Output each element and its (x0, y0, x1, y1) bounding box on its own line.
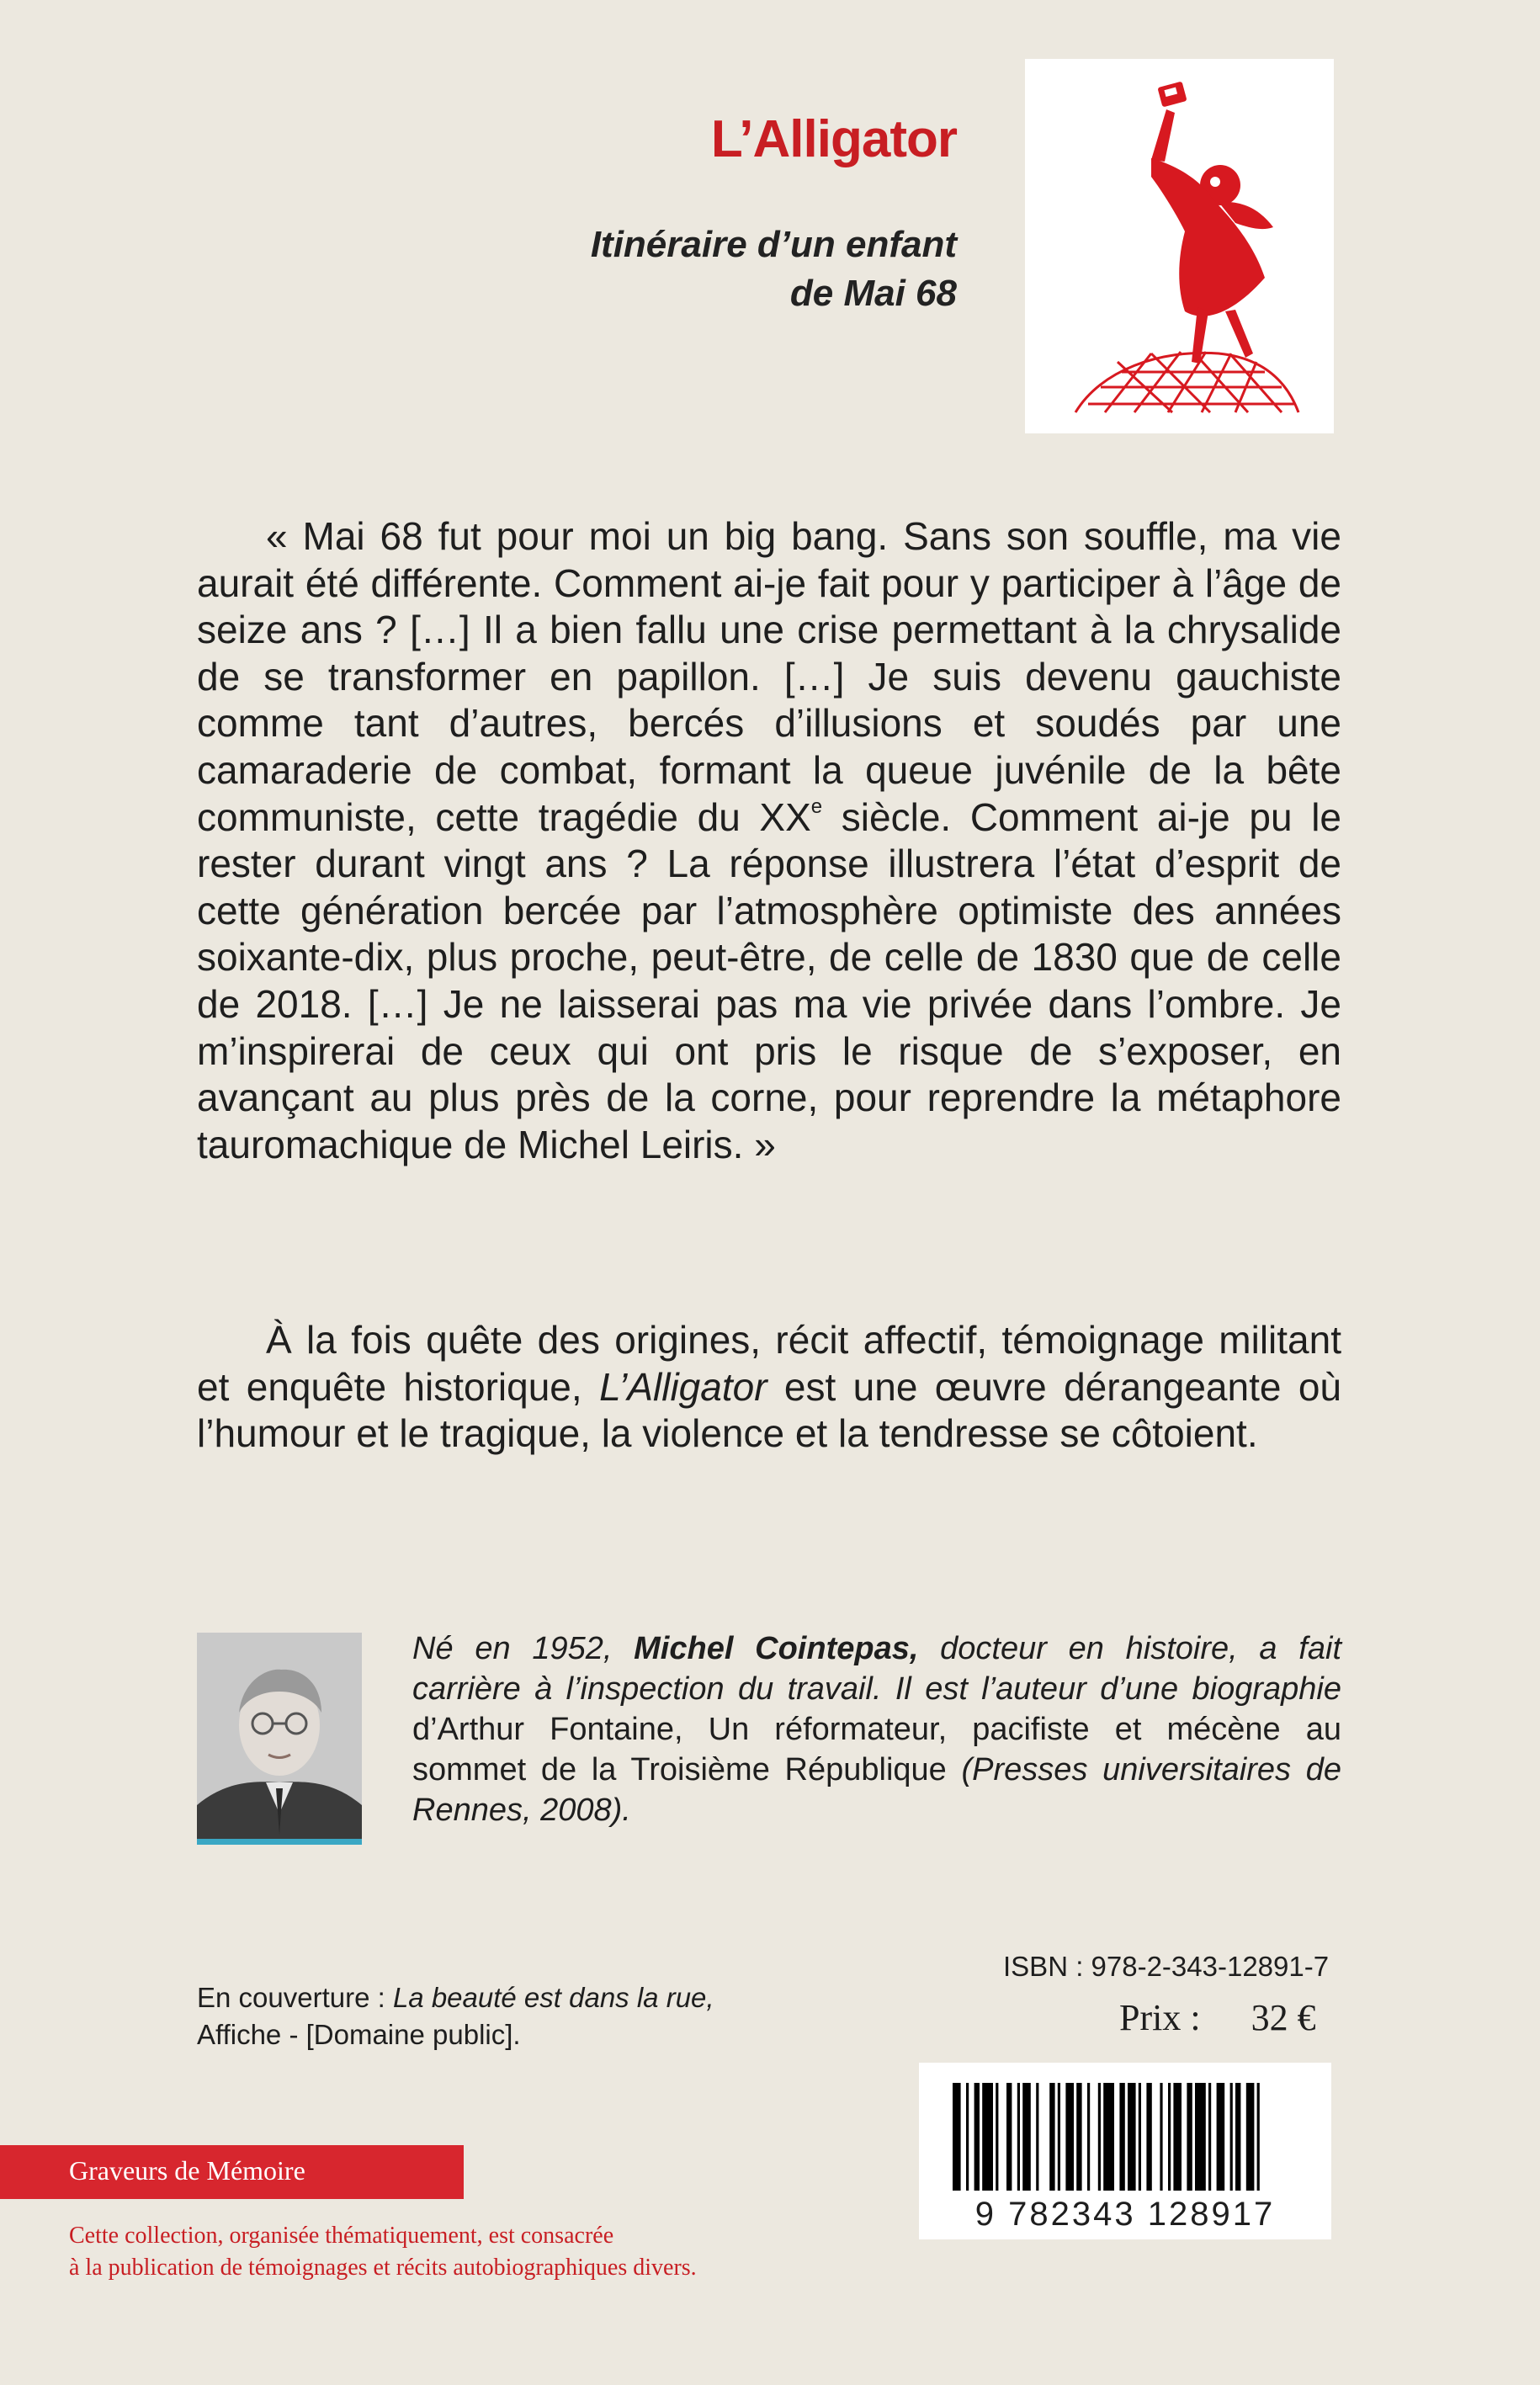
bio-book-title: d’Arthur Fontaine, Un réformateur, pacifiste et mécène au sommet de la Troisième République (412, 1712, 1341, 1787)
book-title: L’Alligator (710, 110, 957, 168)
barcode (919, 2063, 1331, 2239)
barcode-bar (1128, 2083, 1136, 2191)
barcode-bar (1208, 2083, 1211, 2191)
summary-paragraph (197, 1317, 1341, 1458)
price-amount: 32 € (1251, 1997, 1316, 2038)
bio-text-part-1: Né en 1952, (412, 1631, 635, 1666)
book-subtitle (591, 220, 957, 318)
barcode-bar (1235, 2083, 1240, 2191)
barcode-digits: 9 782343 128917 (974, 2196, 1276, 2233)
barcode-bar (1022, 2083, 1031, 2191)
barcode-bar (1139, 2083, 1141, 2191)
barcode-bar (1049, 2083, 1054, 2191)
cover-credit-line-2: Affiche - [Domaine public]. (197, 2019, 521, 2050)
barcode-bar (1058, 2083, 1060, 2191)
barcode-bar (1146, 2083, 1151, 2191)
back-cover-quote (197, 513, 1341, 1168)
bio-text-part-2: docteur en histoire, a fait carrière à l’inspection du travail. Il est l’auteur d’une biographie (412, 1631, 1342, 1707)
collection-description-line-1: Cette collection, organisée thématiquement, est consacrée (69, 2223, 614, 2249)
isbn-number: ISBN : 978-2-343-12891-7 (1003, 1951, 1330, 1982)
cover-credit-work: La beauté est dans la rue, (392, 1982, 714, 2013)
summary-text-part-1: À la fois quête des origines, récit affectif, témoignage militant et enquête historique, (197, 1318, 1341, 1409)
subtitle-line-2: de Mai 68 (789, 273, 957, 314)
barcode-bar (966, 2083, 969, 2191)
barcode-bar (1217, 2083, 1225, 2191)
barcode-bar (1187, 2083, 1192, 2191)
photo-accent-stripe (197, 1839, 362, 1845)
cover-credit-prefix: En couverture : (197, 1982, 393, 2013)
barcode-bar (1160, 2083, 1162, 2191)
bio-publisher: (Presses universitaires de Rennes, 2008). (412, 1752, 1341, 1828)
collection-description (69, 2220, 697, 2284)
price-label: Prix : (1119, 1997, 1201, 2038)
quote-text-part-2: siècle. Comment ai-je pu le rester durant vingt ans ? La réponse illustrera l’état d’esprit de cette génération bercée par l’atmosphère optimiste des années soixante-dix, plus proche, peut-être, de celle de 1830 que de celle de 2018. […] Je ne laisserai pas ma vie privée dans l’ombre. Je m’inspirerai de ceux qui ont pris le risque de s’exposer, en avançant au plus près de la corne, pour reprendre la métaphore tauromachique de Michel Leiris. » (197, 794, 1342, 1166)
barcode-bar (1257, 2083, 1260, 2191)
stone-thrower-poster-illustration (1025, 59, 1334, 433)
author-portrait-icon (197, 1633, 362, 1839)
collection-description-line-2: à la publication de témoignages et récits autobiographiques divers. (69, 2255, 697, 2281)
barcode-bar (982, 2083, 993, 2191)
barcode-bar (1103, 2083, 1114, 2191)
barcode-bar (1006, 2083, 1012, 2191)
summary-title-italic: L’Alligator (599, 1364, 767, 1409)
author-bio (412, 1628, 1341, 1830)
summary-text-part-2: est une œuvre dérangeante où l’humour et le tragique, la violence et la tendresse se côtoient. (197, 1364, 1341, 1456)
collection-band (0, 2145, 464, 2199)
price-tag (1119, 1996, 1316, 2039)
cover-credit-line-1 (197, 1979, 714, 2016)
barcode-bar (1076, 2083, 1081, 2191)
collection-name: Graveurs de Mémoire (69, 2155, 305, 2186)
quote-paragraph (197, 513, 1341, 1168)
barcode-bar (1230, 2083, 1233, 2191)
barcode-bar (1119, 2083, 1124, 2191)
author-portrait-photo (197, 1633, 362, 1839)
barcode-bar (953, 2083, 961, 2191)
barcode-bar (996, 2083, 998, 2191)
barcode-bar (1195, 2083, 1206, 2191)
subtitle-line-1: Itinéraire d’un enfant (590, 224, 957, 265)
quote-text-part-1: « Mai 68 fut pour moi un big bang. Sans son souffle, ma vie aurait été différente. Comment ai-je fait pour y participer à l’âge de seize ans ? […] Il a bien fallu une crise permettant à la chrysalide de se transformer en papillon. […] Je suis devenu gauchiste comme tant d’autres, bercés d’illusions et soudés par une camaraderie de combat, formant la queue juvénile de la bête communiste, cette tragédie du XX (197, 514, 1341, 839)
cover-credit (197, 1979, 714, 2053)
bio-author-name: Michel Cointepas, (634, 1631, 919, 1666)
barcode-bar (1017, 2083, 1020, 2191)
book-summary (197, 1317, 1341, 1458)
poster-figure-icon (1025, 59, 1334, 433)
barcode-bar (974, 2083, 980, 2191)
barcode-bar (1036, 2083, 1038, 2191)
century-superscript: e (810, 795, 823, 819)
barcode-bar (1173, 2083, 1182, 2191)
barcode-bar (1246, 2083, 1255, 2191)
barcode-bar (1087, 2083, 1090, 2191)
barcode-bar (1168, 2083, 1171, 2191)
barcode-bars-icon (919, 2063, 1331, 2197)
barcode-bar (1098, 2083, 1101, 2191)
barcode-bar (1065, 2083, 1074, 2191)
